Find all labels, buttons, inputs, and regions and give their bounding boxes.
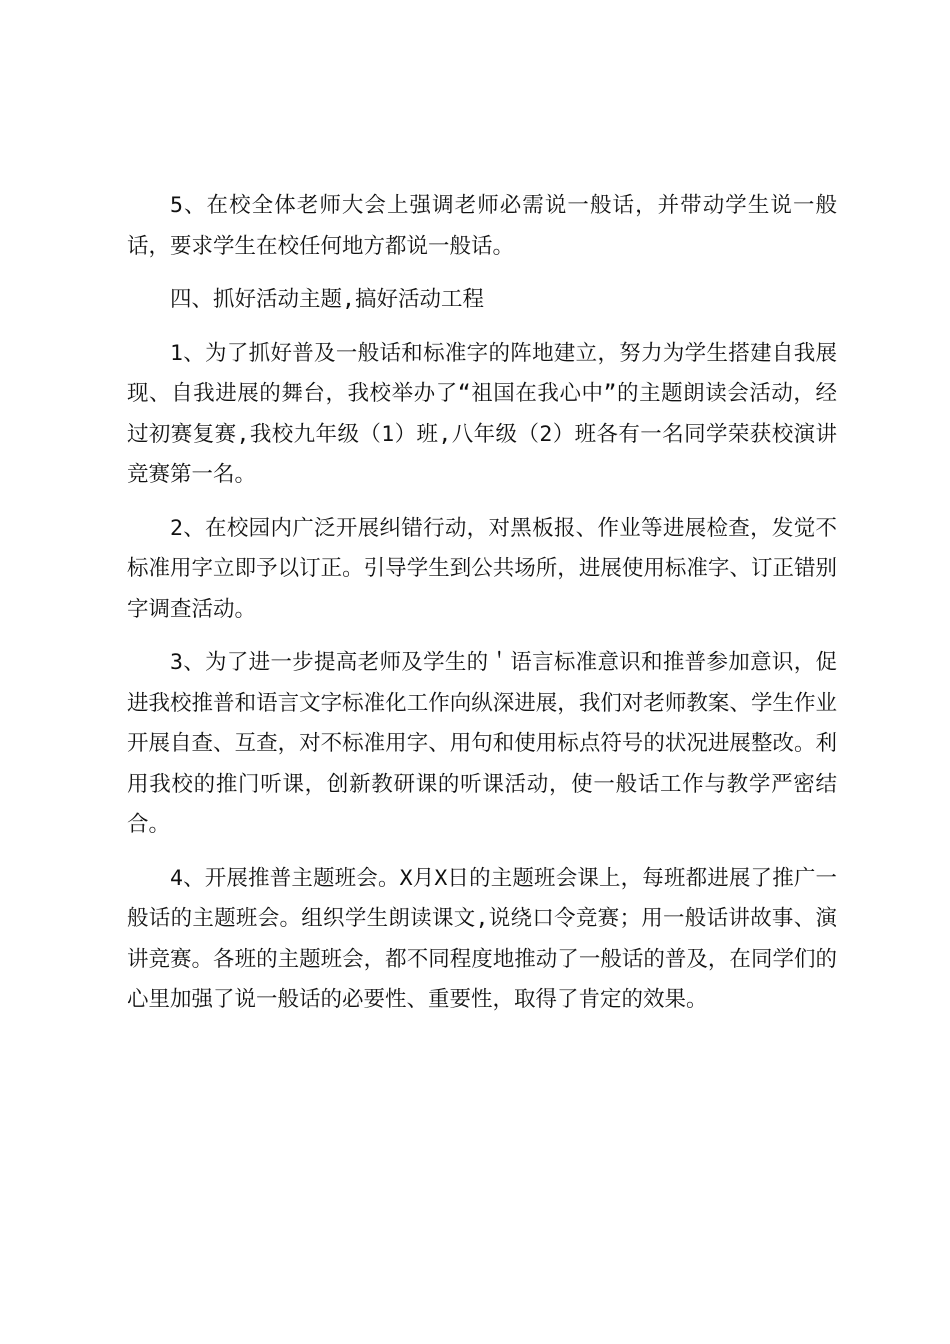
document-body [127, 186, 837, 1034]
paragraph-item-4-class-meeting: 4、开展推普主题班会。X月X日的主题班会课上，每班都进展了推广一般话的主题班会。组织学生朗读课文,说绕口令竞赛；用一般话讲故事、演讲竞赛。各班的主题班会，都不同程度地推动了一般话的普及，在同学们的心里加强了说一般话的必要性、重要性，取得了肯定的效果。 [127, 865, 837, 1012]
paragraph-item-2-error-correction: 2、在校园内广泛开展纠错行动，对黑板报、作业等进展检查，发觉不标准用字立即予以订正。引导学生到公共场所，进展使用标准字、订正错别字调查活动。 [127, 515, 837, 622]
paragraph-item-1-reading-contest: 1、为了抓好普及一般话和标准字的阵地建立，努力为学生搭建自我展现、自我进展的舞台，我校举办了“祖国在我心中”的主题朗读会活动，经过初赛复赛,我校九年级（1）班,八年级（2）班各有一名同学荣获校演讲竞赛第一名。 [127, 340, 837, 487]
paragraph-item-5-teachers-meeting: 5、在校全体老师大会上强调老师必需说一般话，并带动学生说一般话，要求学生在校任何地方都说一般话。 [127, 193, 837, 259]
paragraph-item-3-language-standards: 3、为了进一步提高老师及学生的＇语言标准意识和推普参加意识，促进我校推普和语言文字标准化工作向纵深进展，我们对老师教案、学生作业开展自查、互查，对不标准用字、用句和使用标点符号的状况进展整改。利用我校的推门听课，创新教研课的听课活动，使一般话工作与教学严密结合。 [127, 650, 837, 837]
section-heading-activity-theme: 四、抓好活动主题,搞好活动工程 [170, 287, 484, 312]
